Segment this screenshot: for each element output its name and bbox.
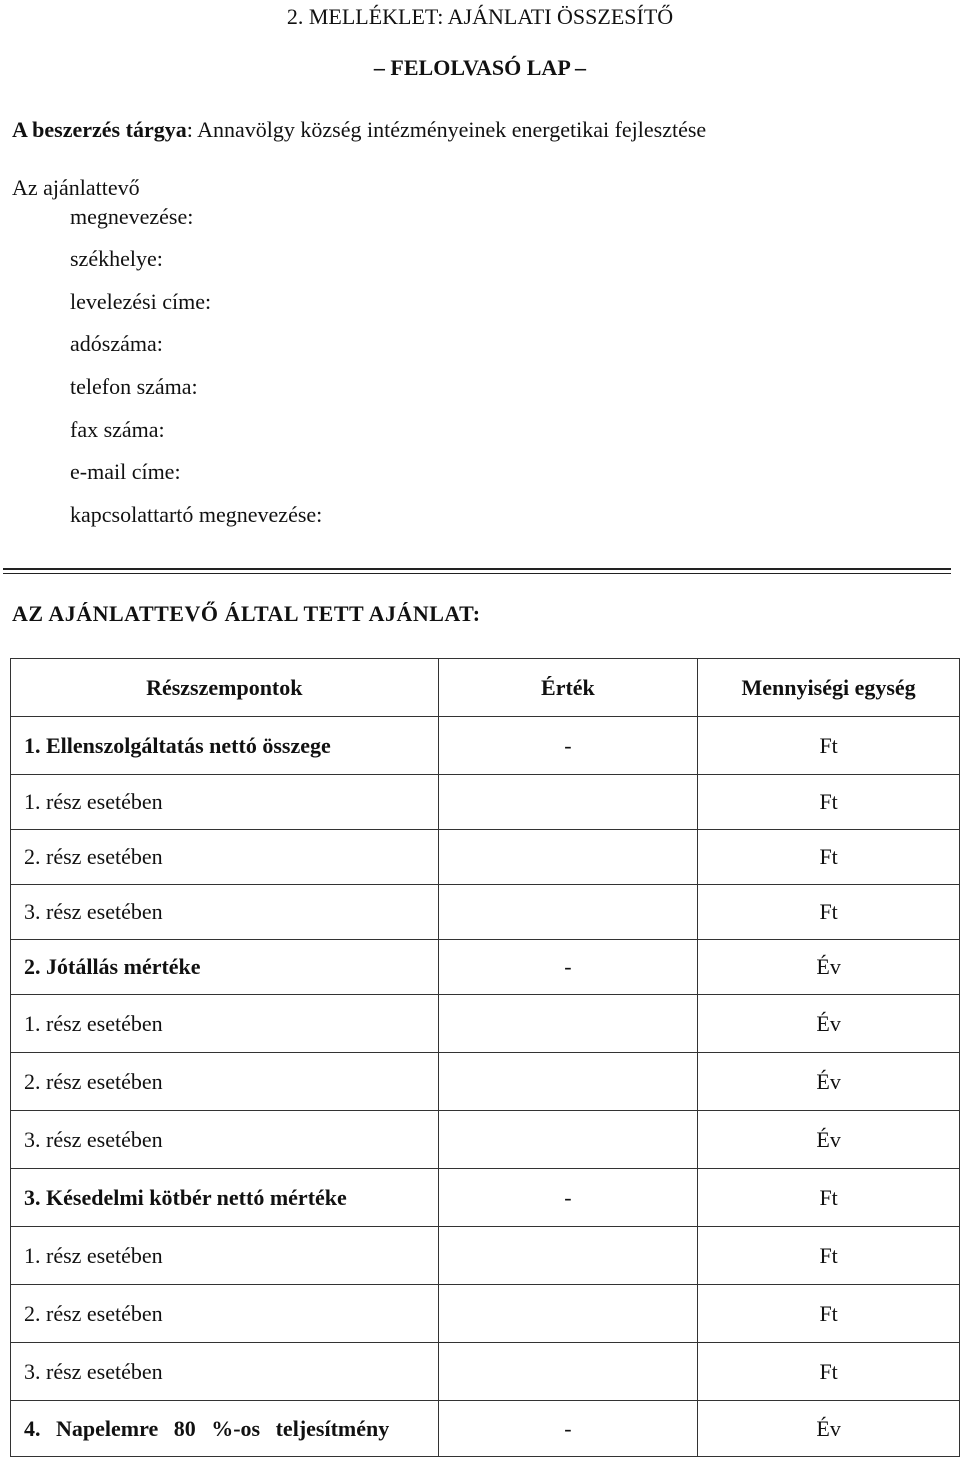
bidder-contact-field: kapcsolattartó megnevezése: bbox=[70, 502, 323, 527]
table-row bbox=[11, 1227, 960, 1285]
row-unit: Ft bbox=[698, 1227, 960, 1285]
row-unit: Év bbox=[698, 1401, 960, 1457]
table-row bbox=[11, 1401, 960, 1457]
row-value: - bbox=[438, 717, 698, 775]
row-label: 2. Jótállás mértéke bbox=[11, 940, 439, 995]
bidder-tax-number-field: adószáma: bbox=[70, 331, 163, 356]
row-value: - bbox=[438, 1169, 698, 1227]
row-unit: Ft bbox=[698, 717, 960, 775]
column-header-value: Érték bbox=[438, 659, 698, 717]
row-unit: Év bbox=[698, 1053, 960, 1111]
row-value: - bbox=[438, 1401, 698, 1457]
row-value: - bbox=[438, 940, 698, 995]
row-unit: Ft bbox=[698, 1169, 960, 1227]
row-unit: Ft bbox=[698, 830, 960, 885]
table-row bbox=[11, 775, 960, 830]
row-label: 3. Késedelmi kötbér nettó mértéke bbox=[11, 1169, 439, 1227]
row-value bbox=[438, 885, 698, 940]
column-header-unit: Mennyiségi egység bbox=[698, 659, 960, 717]
table-row bbox=[11, 1343, 960, 1401]
table-row bbox=[11, 1111, 960, 1169]
row-unit: Ft bbox=[698, 885, 960, 940]
row-label: 2. rész esetében bbox=[11, 1285, 439, 1343]
row-unit: Év bbox=[698, 995, 960, 1053]
bidder-seat-field: székhelye: bbox=[70, 246, 163, 271]
row-label: 2. rész esetében bbox=[11, 830, 439, 885]
bidder-mailing-address-field: levelezési címe: bbox=[70, 289, 212, 314]
table-row bbox=[11, 1053, 960, 1111]
table-row bbox=[11, 995, 960, 1053]
row-value bbox=[438, 1227, 698, 1285]
row-value bbox=[438, 995, 698, 1053]
offer-heading: AZ AJÁNLATTEVŐ ÁLTAL TETT AJÁNLAT: bbox=[12, 601, 481, 626]
bidder-email-field: e-mail címe: bbox=[70, 459, 181, 484]
bidder-phone-field: telefon száma: bbox=[70, 374, 198, 399]
row-unit: Ft bbox=[698, 1285, 960, 1343]
table-row bbox=[11, 1285, 960, 1343]
table-header-row bbox=[11, 659, 960, 717]
row-unit: Év bbox=[698, 940, 960, 995]
row-value bbox=[438, 1111, 698, 1169]
row-label: 4. Napelemre 80 %-os teljesítmény bbox=[11, 1401, 439, 1457]
row-label: 3. rész esetében bbox=[11, 885, 439, 940]
row-value bbox=[438, 1343, 698, 1401]
table-row bbox=[11, 940, 960, 995]
document-title: 2. MELLÉKLET: AJÁNLATI ÖSSZESÍTŐ bbox=[286, 4, 674, 29]
bidder-fax-field: fax száma: bbox=[70, 417, 165, 442]
row-value bbox=[438, 830, 698, 885]
table-row bbox=[11, 830, 960, 885]
row-label: 1. rész esetében bbox=[11, 995, 439, 1053]
row-value bbox=[438, 1053, 698, 1111]
procurement-subject bbox=[12, 117, 706, 143]
subject-value: : Annavölgy község intézményeinek energetikai fejlesztése bbox=[186, 117, 707, 142]
table-row bbox=[11, 1169, 960, 1227]
offer-table bbox=[10, 658, 960, 1457]
document-subtitle: – FELOLVASÓ LAP – bbox=[373, 55, 587, 80]
bidder-heading: Az ajánlattevő bbox=[12, 175, 140, 200]
row-unit: Ft bbox=[698, 775, 960, 830]
row-unit: Év bbox=[698, 1111, 960, 1169]
divider-line bbox=[3, 568, 951, 570]
subject-label: A beszerzés tárgya bbox=[12, 117, 187, 142]
row-label: 1. rész esetében bbox=[11, 1227, 439, 1285]
divider-line-thin bbox=[3, 573, 951, 574]
row-label: 2. rész esetében bbox=[11, 1053, 439, 1111]
column-header-criteria: Részszempontok bbox=[11, 659, 439, 717]
row-value bbox=[438, 775, 698, 830]
bidder-name-field: megnevezése: bbox=[70, 204, 194, 229]
row-value bbox=[438, 1285, 698, 1343]
row-label: 3. rész esetében bbox=[11, 1343, 439, 1401]
row-label: 1. rész esetében bbox=[11, 775, 439, 830]
table-row bbox=[11, 717, 960, 775]
row-unit: Ft bbox=[698, 1343, 960, 1401]
row-label: 1. Ellenszolgáltatás nettó összege bbox=[11, 717, 439, 775]
row-label: 3. rész esetében bbox=[11, 1111, 439, 1169]
table-row bbox=[11, 885, 960, 940]
